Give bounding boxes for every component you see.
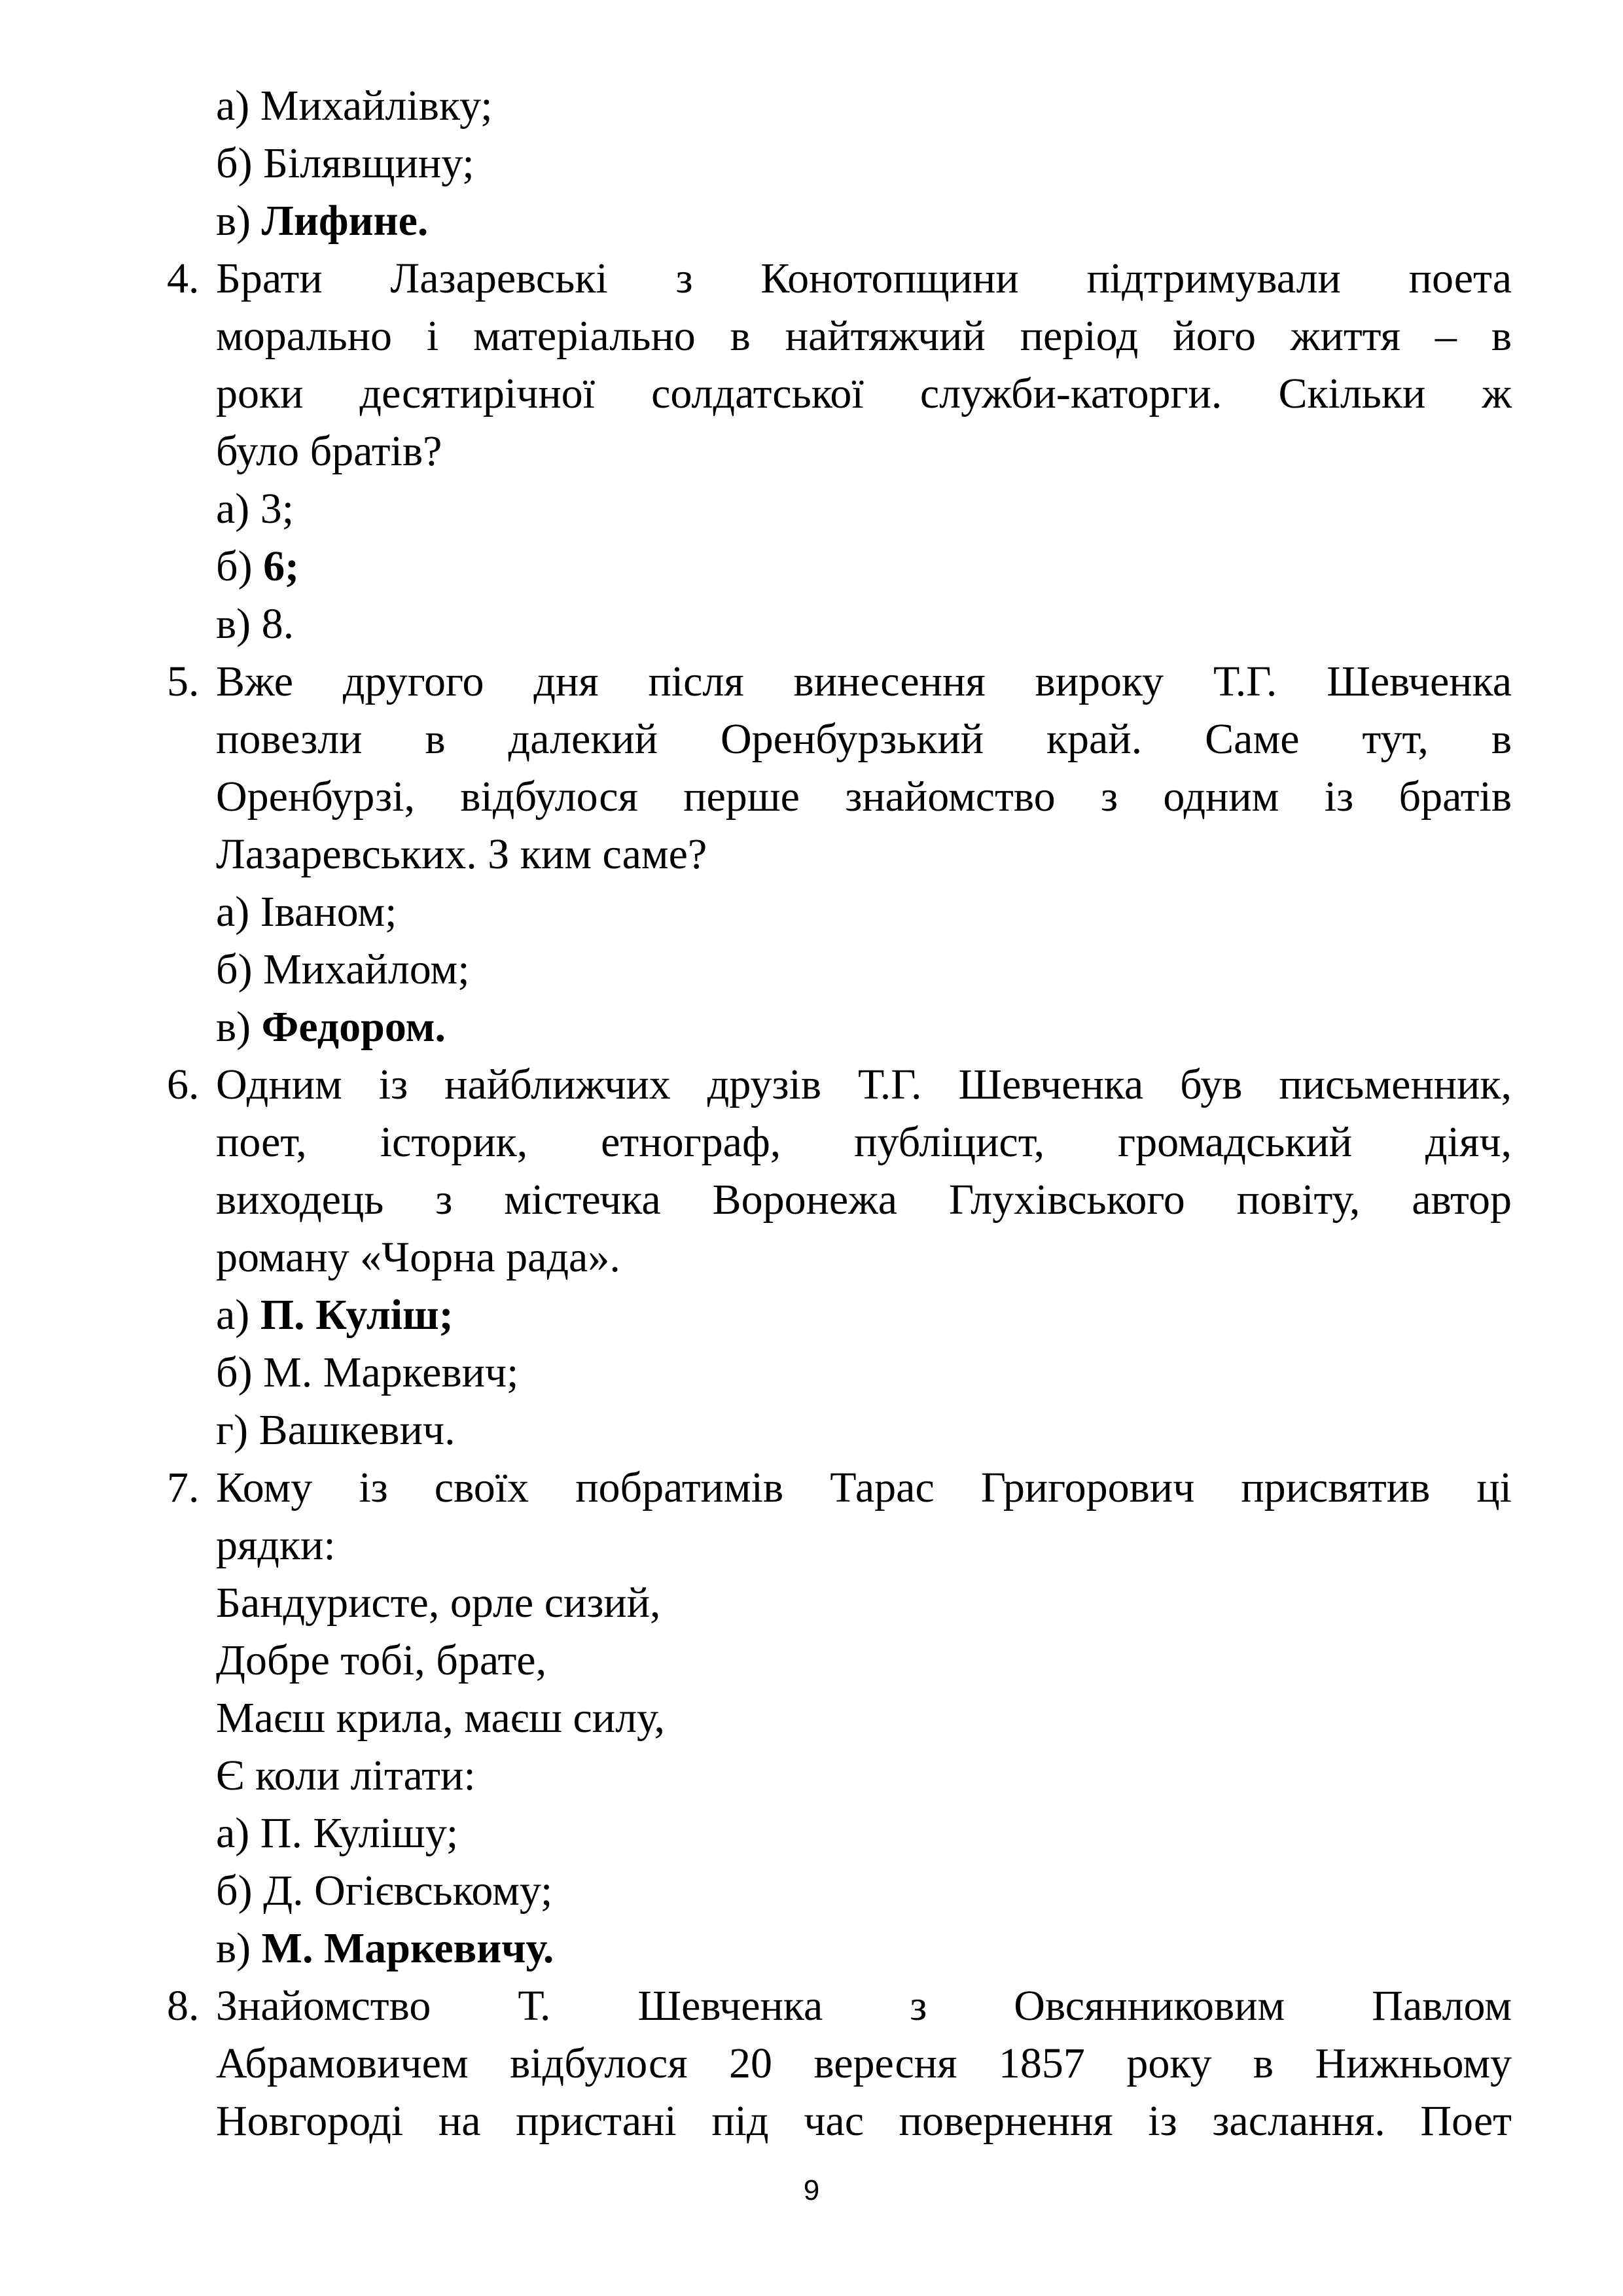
q3-option-b: б) Білявщину; [216, 139, 474, 187]
q7-option-b: б) Д. Огієвському; [216, 1867, 553, 1915]
page-number: 9 [803, 2174, 820, 2206]
q7-verse-line-2: Добре тобі, брате, [216, 1636, 547, 1684]
q7-line-1: 7. Кому із своїх побратимів Тарас Григорович присвятив ці [0, 1459, 1623, 1517]
q4-line-1: 4. Брати Лазаревські з Конотопщини підтримували поета [0, 250, 1623, 308]
q7-number: 7. [167, 1464, 200, 1511]
q6-line-2: поет, історик, етнограф, публіцист, громадський діяч, [216, 1118, 1512, 1166]
q7-option-a: а) П. Кулішу; [216, 1809, 459, 1857]
q4-number: 4. [167, 255, 200, 302]
q4-line-3: роки десятирічної солдатської служби-каторги. Скільки ж [216, 370, 1512, 417]
q7-option-c-correct: в) М. Маркевичу. [216, 1924, 554, 1972]
q8-line-2: Абрамовичем відбулося 20 вересня 1857 року в Нижньому [216, 2040, 1512, 2087]
q4-option-b-correct: б) 6; [216, 542, 300, 590]
q7-verse-line-4: Є коли літати: [216, 1752, 476, 1799]
q5-option-c-correct: в) Федором. [216, 1003, 446, 1051]
q4-option-a: а) 3; [216, 485, 294, 533]
q5-line-3: Оренбурзі, відбулося перше знайомство з одним із братів [216, 773, 1512, 821]
q6-number: 6. [167, 1061, 200, 1108]
q7-verse-line-3: Маєш крила, маєш силу, [216, 1694, 665, 1742]
q4-line-4: було братів? [216, 427, 442, 475]
q6-line-1: 6. Одним із найближчих друзів Т.Г. Шевченка був письменник, [0, 1056, 1623, 1114]
q6-option-b: б) М. Маркевич; [216, 1349, 519, 1396]
q4-line-2: морально і матеріально в найтяжчий період його життя – в [216, 312, 1512, 360]
q6-line-4: роману «Чорна рада». [216, 1233, 620, 1281]
q5-option-a: а) Іваном; [216, 888, 397, 936]
q5-line-2: повезли в далекий Оренбурзький край. Саме тут, в [216, 715, 1512, 763]
q8-line-1: 8. Знайомство Т. Шевченка з Овсянниковим Павлом [0, 1977, 1623, 2035]
q7-line-2: рядки: [216, 1521, 336, 1569]
q5-line-4: Лазаревських. З ким саме? [216, 830, 707, 878]
q6-option-c: г) Вашкевич. [216, 1406, 455, 1454]
q3-option-c-correct: в) Лифине. [216, 197, 429, 245]
q5-option-b: б) Михайлом; [216, 945, 470, 993]
q7-verse-line-1: Бандуристе, орле сизий, [216, 1579, 661, 1627]
q8-number: 8. [167, 1982, 200, 2030]
q5-line-1: 5. Вже другого дня після винесення вироку Т.Г. Шевченка [0, 653, 1623, 711]
q8-line-3: Новгороді на пристані під час повернення із заслання. Поет [216, 2097, 1512, 2145]
q5-number: 5. [167, 658, 200, 705]
q6-line-3: виходець з містечка Воронежа Глухівського повіту, автор [216, 1176, 1512, 1224]
q3-option-a: а) Михайлівку; [216, 82, 493, 130]
q6-option-a-correct: а) П. Куліш; [216, 1291, 454, 1339]
q4-option-c: в) 8. [216, 600, 294, 648]
